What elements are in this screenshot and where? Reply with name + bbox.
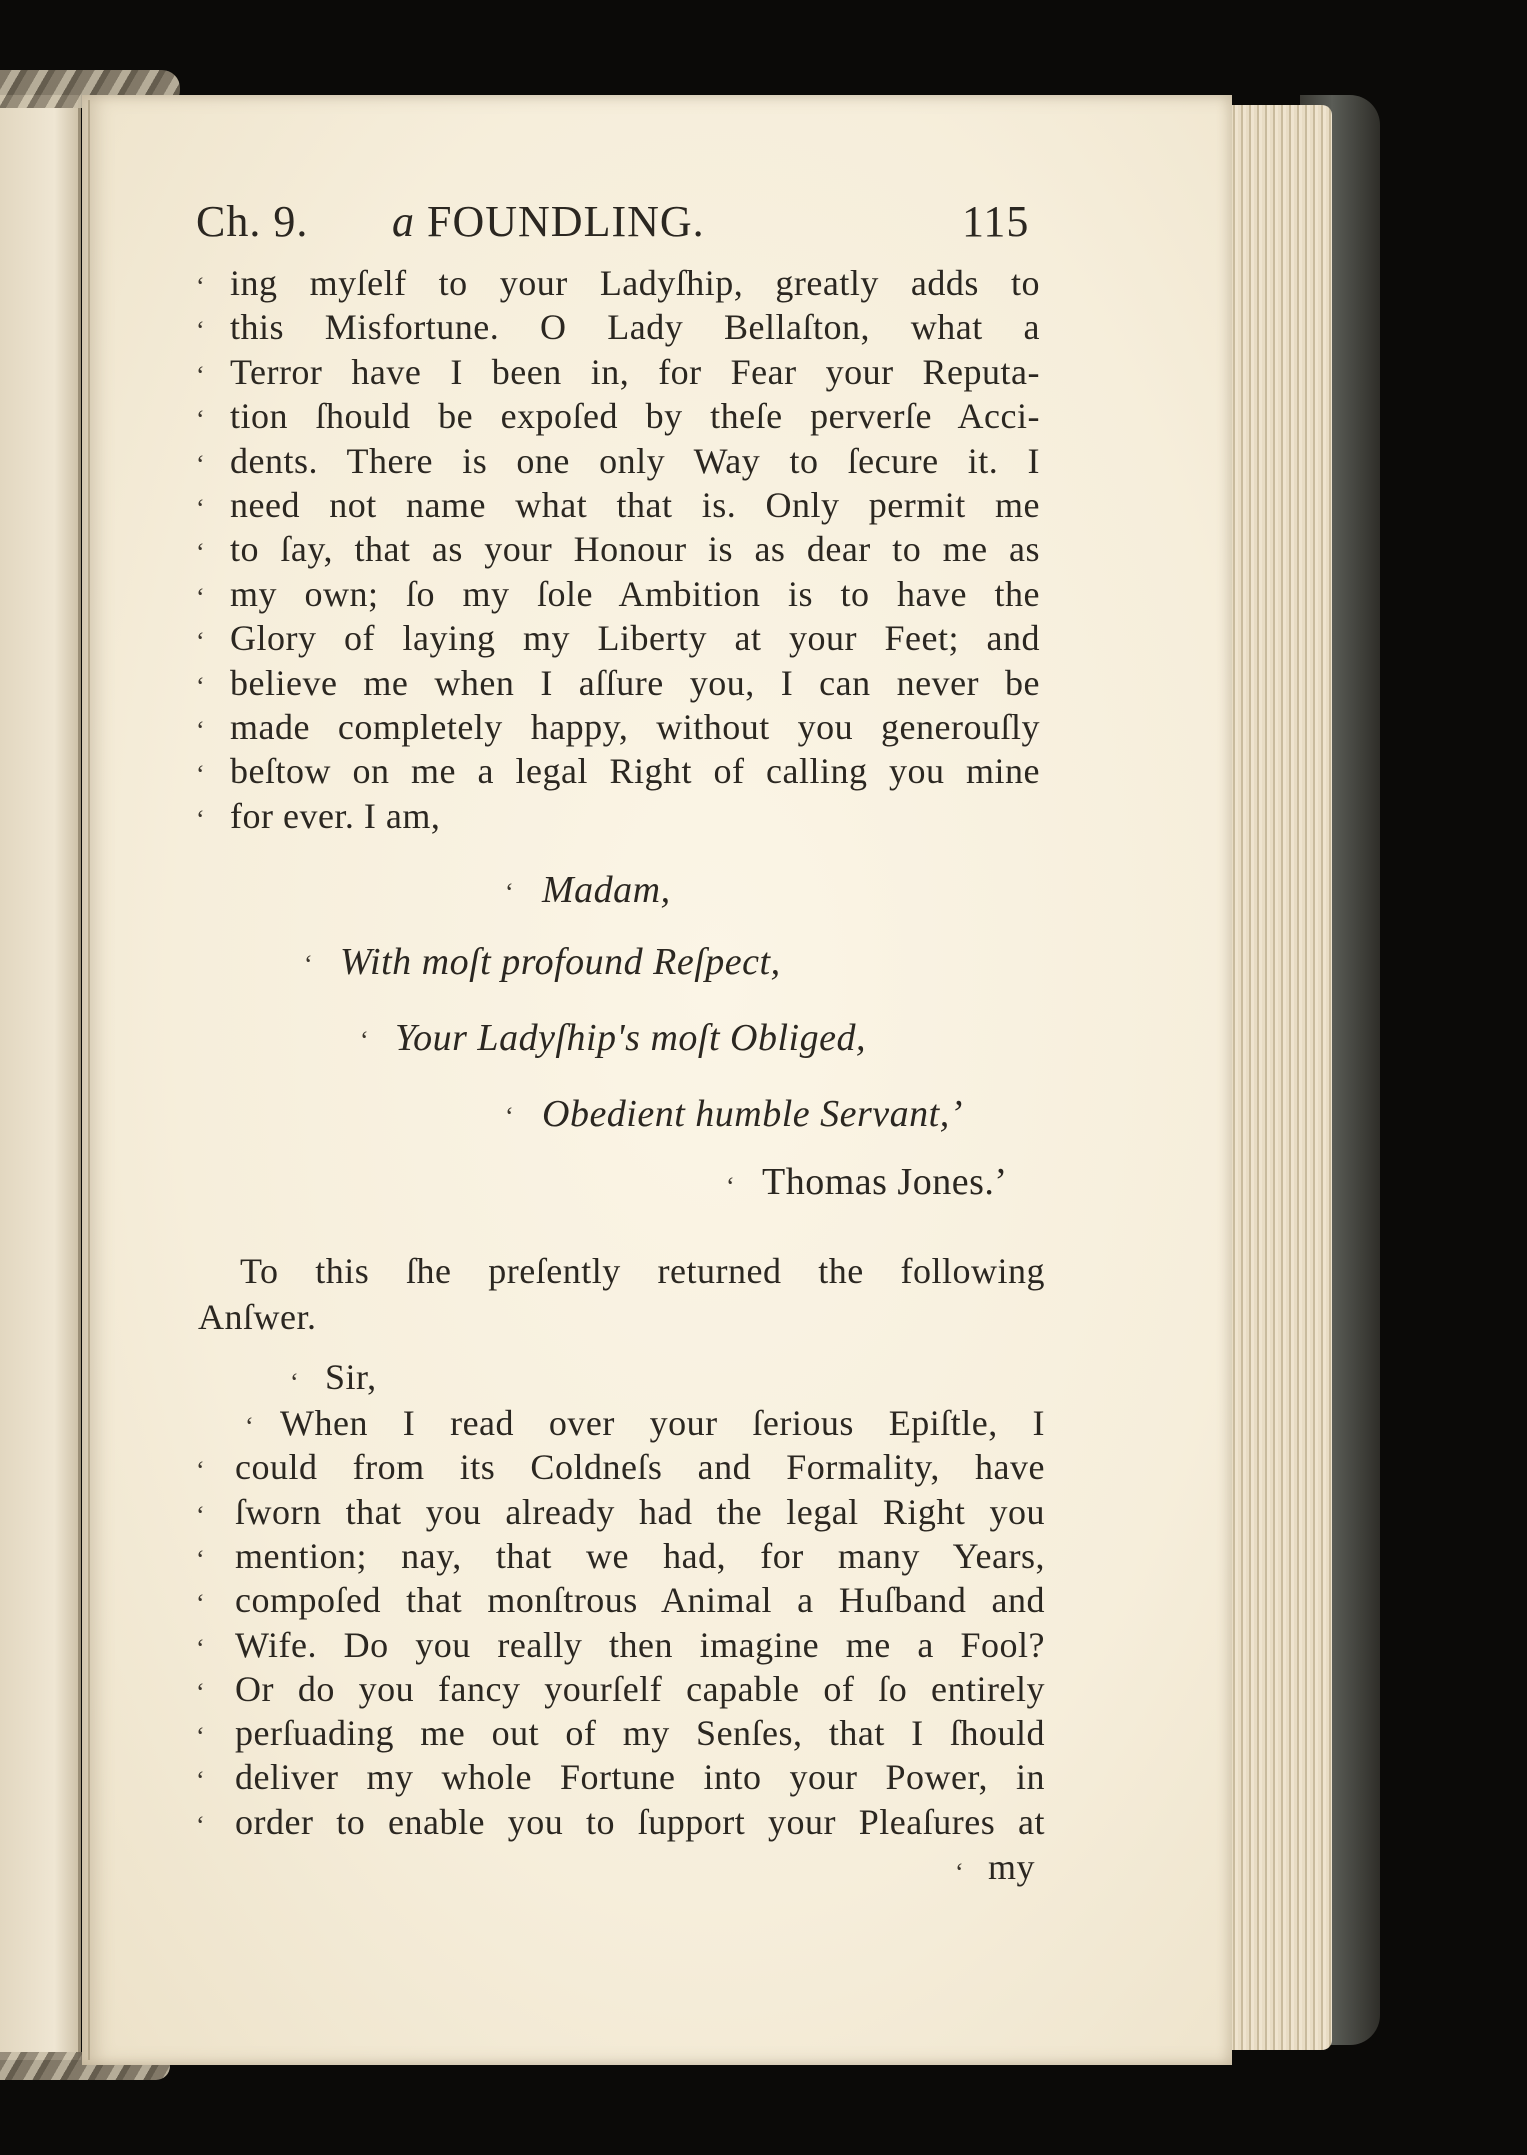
quote-mark: ‘ bbox=[290, 1368, 299, 1397]
quote-mark: ‘ bbox=[505, 1102, 514, 1131]
quote-mark: ‘ bbox=[196, 627, 205, 656]
quote-mark: ‘ bbox=[196, 583, 205, 612]
catchword: my bbox=[988, 1847, 1036, 1887]
quote-mark: ‘ bbox=[196, 316, 205, 345]
quote-mark: ‘ bbox=[196, 805, 205, 834]
quote-mark: ‘ bbox=[196, 716, 205, 745]
narration-justified: To this ſhe preſently returned the following bbox=[240, 1251, 1045, 1291]
quote-mark: ‘ bbox=[726, 1172, 735, 1201]
reply-line: could from its Coldneſs and Formality, have bbox=[235, 1447, 1045, 1487]
quote-mark: ‘ bbox=[196, 1634, 205, 1663]
quote-mark: ‘ bbox=[196, 494, 205, 523]
reply-line: Or do you fancy yourſelf capable of ſo entirely bbox=[235, 1669, 1045, 1709]
reply-line: compoſed that monſtrous Animal a Huſband and bbox=[235, 1580, 1045, 1620]
reply-line: order to enable you to ſupport your Pleaſures at bbox=[235, 1802, 1045, 1842]
letter-line: for ever. I am, bbox=[230, 796, 441, 836]
letter-line: dents. There is one only Way to ſecure it. I bbox=[230, 441, 1040, 481]
running-title-main: FOUNDLING. bbox=[427, 197, 705, 246]
letter-line: to ſay, that as your Honour is as dear to me as bbox=[230, 529, 1040, 569]
narration-line-1 bbox=[240, 1250, 1045, 1292]
quote-mark: ‘ bbox=[196, 450, 205, 479]
quote-mark: ‘ bbox=[955, 1858, 964, 1887]
letter-line: tion ſhould be expoſed by theſe perverſe Acci- bbox=[230, 396, 1040, 436]
running-title bbox=[392, 196, 705, 247]
reply-line: When I read over your ſerious Epiſtle, I bbox=[280, 1403, 1045, 1443]
quote-mark: ‘ bbox=[196, 1456, 205, 1485]
quote-mark: ‘ bbox=[196, 1545, 205, 1574]
quote-mark: ‘ bbox=[196, 1678, 205, 1707]
letter-line: Glory of laying my Liberty at your Feet; and bbox=[230, 618, 1040, 658]
closing-line-1: With moſt profound Reſpect, bbox=[340, 941, 781, 983]
closing-line-2: Your Ladyſhip's moſt Obliged, bbox=[395, 1017, 866, 1059]
reply-line: Wife. Do you really then imagine me a Fool? bbox=[235, 1625, 1045, 1665]
quote-mark: ‘ bbox=[196, 361, 205, 390]
quote-mark: ‘ bbox=[304, 950, 313, 979]
reply-line: ſworn that you already had the legal Right you bbox=[235, 1492, 1045, 1532]
letter-line: my own; ſo my ſole Ambition is to have the bbox=[230, 574, 1040, 614]
narration-line-2: Anſwer. bbox=[198, 1297, 317, 1337]
quote-mark: ‘ bbox=[196, 405, 205, 434]
reply-line: mention; nay, that we had, for many Years, bbox=[235, 1536, 1045, 1576]
quote-mark: ‘ bbox=[196, 272, 205, 301]
quote-mark: ‘ bbox=[196, 1722, 205, 1751]
quote-mark: ‘ bbox=[196, 1589, 205, 1618]
quote-mark: ‘ bbox=[245, 1412, 254, 1441]
quote-mark: ‘ bbox=[196, 1811, 205, 1840]
chapter-label: Ch. 9. bbox=[196, 197, 309, 246]
quote-mark: ‘ bbox=[196, 1766, 205, 1795]
quote-mark: ‘ bbox=[196, 760, 205, 789]
letter-line: this Misfortune. O Lady Bellaſton, what a bbox=[230, 307, 1040, 347]
reply-greeting: Sir, bbox=[325, 1357, 377, 1397]
letter-line: made completely happy, without you generouſly bbox=[230, 707, 1040, 747]
letter-line: beſtow on me a legal Right of calling you mine bbox=[230, 751, 1040, 791]
letter-line: believe me when I aſſure you, I can never be bbox=[230, 663, 1040, 703]
closing-line-3: Obedient humble Servant,’ bbox=[542, 1093, 963, 1135]
closing-salutation: Madam, bbox=[542, 869, 671, 911]
quote-mark: ‘ bbox=[196, 538, 205, 567]
signature: Thomas Jones.’ bbox=[762, 1161, 1008, 1203]
letter-line: need not name what that is. Only permit me bbox=[230, 485, 1040, 525]
page-number: 115 bbox=[962, 197, 1030, 246]
quote-mark: ‘ bbox=[360, 1026, 369, 1055]
reply-line: perſuading me out of my Senſes, that I ſhould bbox=[235, 1713, 1045, 1753]
reply-line: deliver my whole Fortune into your Power, in bbox=[235, 1757, 1045, 1797]
quote-mark: ‘ bbox=[505, 878, 514, 907]
letter-line: Terror have I been in, for Fear your Reputa- bbox=[230, 352, 1040, 392]
letter-line: ing myſelf to your Ladyſhip, greatly adds to bbox=[230, 263, 1040, 303]
quote-mark: ‘ bbox=[196, 1501, 205, 1530]
quote-mark: ‘ bbox=[196, 672, 205, 701]
running-title-prefix: a bbox=[392, 197, 415, 246]
